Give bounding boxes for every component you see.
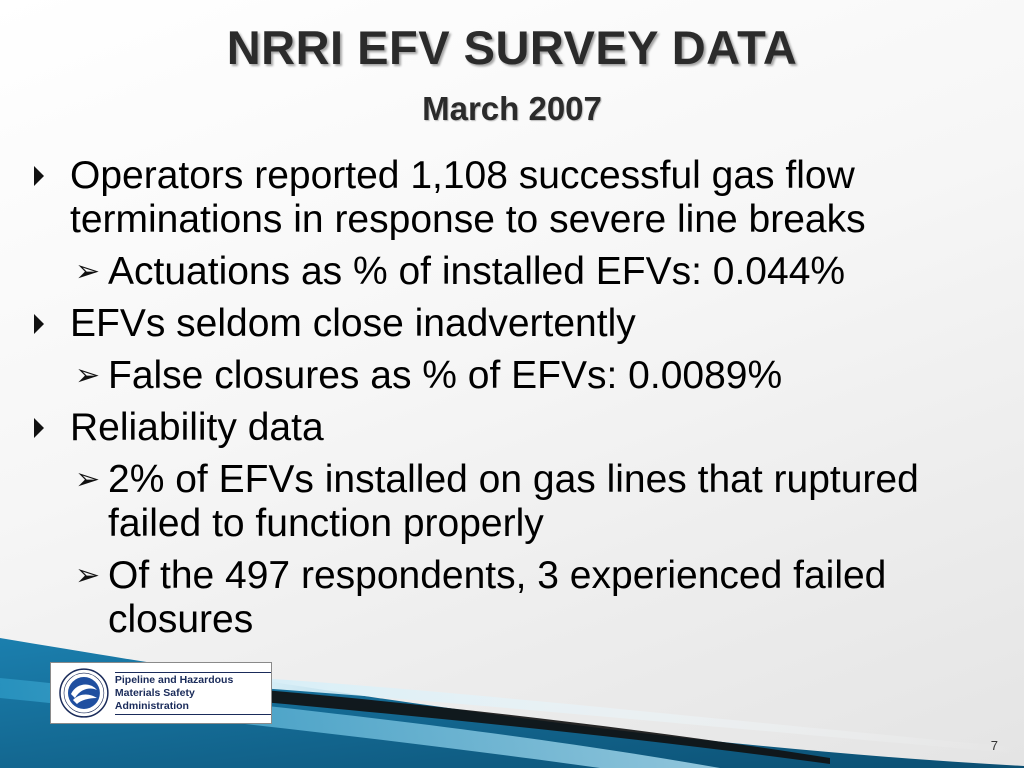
bullet-item — [34, 154, 1009, 242]
triangle-right-icon — [34, 314, 44, 334]
sub-bullet-item — [34, 354, 1009, 398]
sub-bullet-item — [34, 250, 1009, 294]
bullet-text: Reliability data — [70, 406, 324, 449]
arrowhead-icon: ➢ — [75, 463, 101, 496]
agency-line-2: Materials Safety Administration — [114, 686, 195, 712]
triangle-right-icon — [34, 166, 44, 186]
agency-line-1: Pipeline and Hazardous — [114, 673, 234, 686]
bullet-item — [34, 302, 1009, 346]
bullet-text: False closures as % of EFVs: 0.0089% — [108, 354, 783, 397]
bullet-text: 2% of EFVs installed on gas lines that ruptured failed to function properly — [108, 458, 919, 545]
dot-seal-icon — [59, 668, 109, 718]
slide-subtitle: March 2007 — [422, 90, 602, 127]
arrowhead-icon: ➢ — [75, 359, 101, 392]
bullet-item — [34, 406, 1009, 450]
bullet-text: EFVs seldom close inadvertently — [70, 302, 636, 345]
bullet-list — [34, 154, 1009, 650]
sub-bullet-item — [34, 458, 1009, 546]
dot-phmsa-logo — [50, 662, 272, 724]
agency-name — [115, 672, 271, 715]
sub-bullet-item — [34, 554, 1009, 642]
page-number: 7 — [990, 738, 998, 753]
bullet-text: Actuations as % of installed EFVs: 0.044% — [108, 250, 846, 293]
triangle-right-icon — [34, 418, 44, 438]
arrowhead-icon: ➢ — [75, 559, 101, 592]
arrowhead-icon: ➢ — [75, 255, 101, 288]
bullet-text: Of the 497 respondents, 3 experienced failed closures — [108, 554, 887, 641]
slide-title: NRRI EFV SURVEY DATA — [226, 21, 798, 74]
bullet-text: Operators reported 1,108 successful gas flow terminations in response to severe line breaks — [70, 154, 866, 241]
